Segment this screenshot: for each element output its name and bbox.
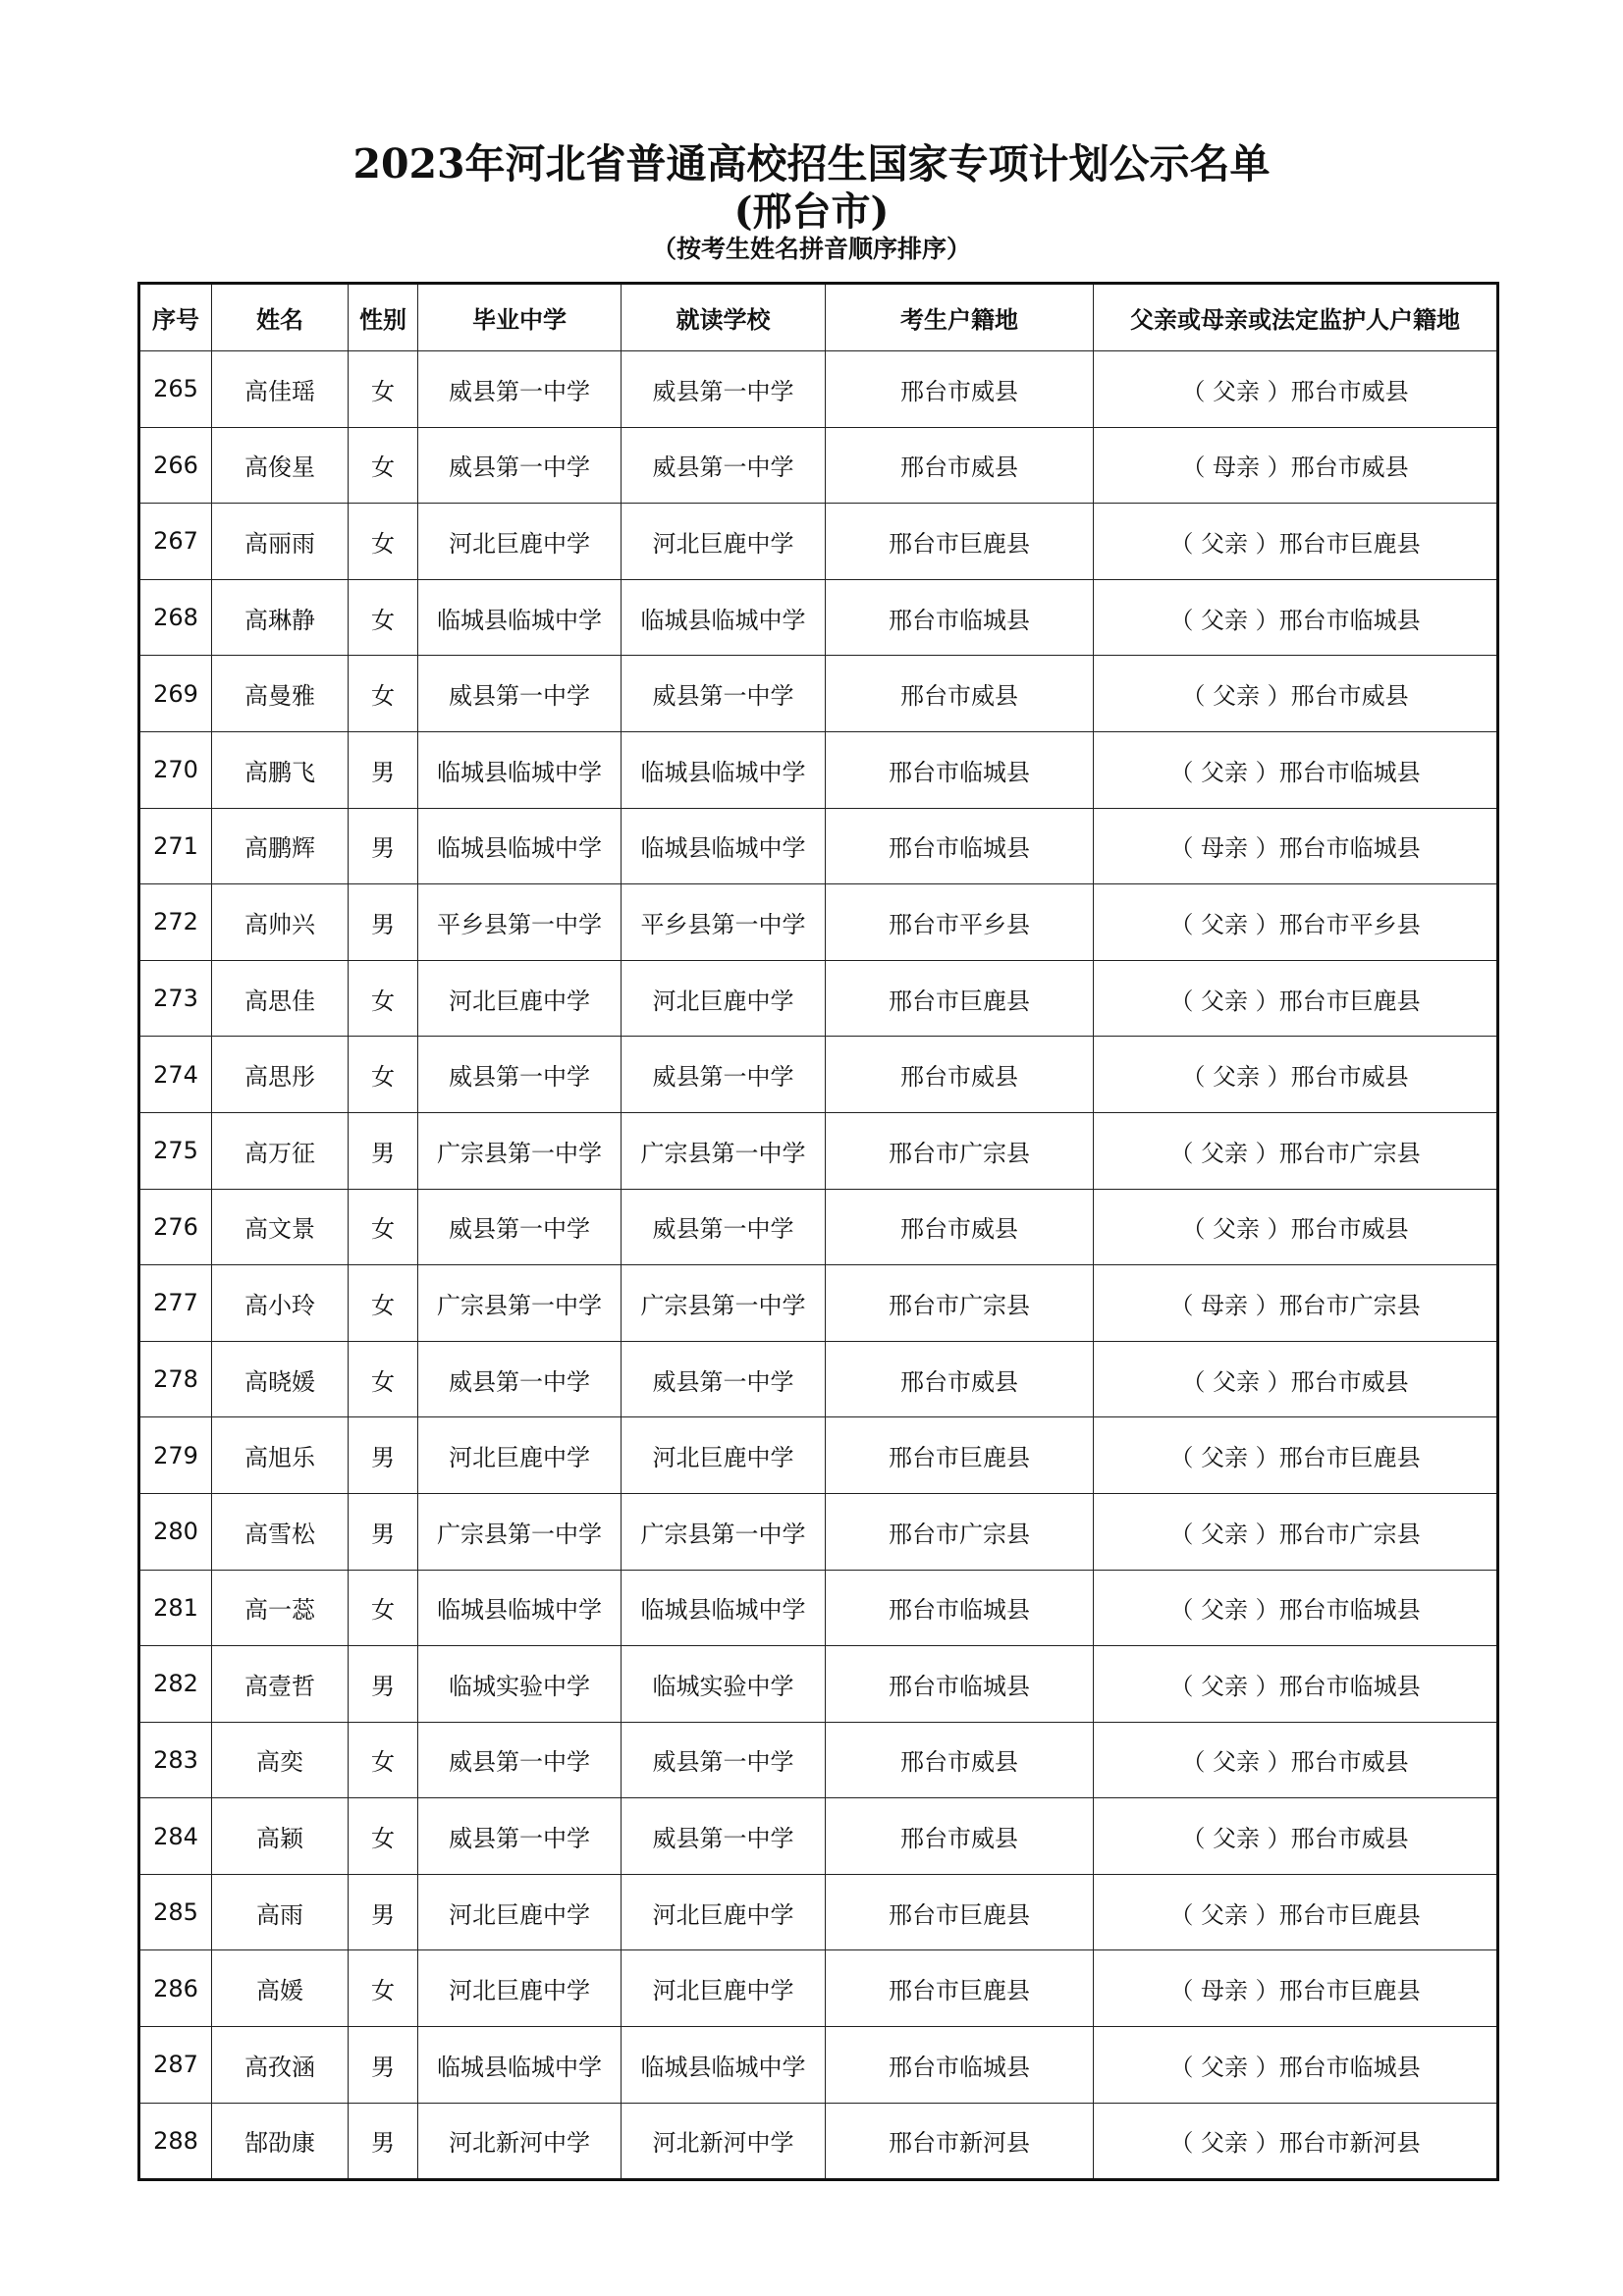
document-title: 2023年河北省普通高校招生国家专项计划公示名单: [352, 140, 1271, 187]
cell-col-student-hukou: 邢台市临城县: [826, 2027, 1094, 2104]
cell-col-current-school: 河北巨鹿中学: [622, 1874, 826, 1950]
cell-col-name: 高奕: [212, 1722, 349, 1798]
document-subtitle: (邢台市): [733, 188, 890, 235]
cell-col-student-hukou: 邢台市临城县: [826, 1646, 1094, 1723]
table-row: [139, 2103, 1498, 2180]
cell-col-current-school: 临城县临城中学: [622, 808, 826, 884]
cell-col-graduate-school: 河北巨鹿中学: [418, 1950, 622, 2027]
table-row: [139, 1950, 1498, 2027]
table-row: [139, 656, 1498, 732]
cell-col-seq: 269: [139, 656, 212, 732]
header-col-gender: 性别: [349, 284, 418, 351]
cell-col-gender: 女: [349, 1798, 418, 1875]
cell-col-student-hukou: 邢台市威县: [826, 427, 1094, 504]
cell-col-graduate-school: 河北巨鹿中学: [418, 1417, 622, 1494]
cell-col-seq: 283: [139, 1722, 212, 1798]
cell-col-graduate-school: 临城县临城中学: [418, 579, 622, 656]
cell-col-guardian-hukou: （ 父亲 ）邢台市巨鹿县: [1094, 504, 1498, 580]
cell-col-name: 高丽雨: [212, 504, 349, 580]
header-col-graduate-school: 毕业中学: [418, 284, 622, 351]
cell-col-gender: 男: [349, 2103, 418, 2180]
sort-note: （按考生姓名拼音顺序排序）: [651, 235, 971, 263]
cell-col-student-hukou: 邢台市新河县: [826, 2103, 1094, 2180]
cell-col-current-school: 临城实验中学: [622, 1646, 826, 1723]
table-row: [139, 884, 1498, 961]
cell-col-student-hukou: 邢台市威县: [826, 656, 1094, 732]
cell-col-guardian-hukou: （ 父亲 ）邢台市平乡县: [1094, 884, 1498, 961]
cell-col-gender: 女: [349, 351, 418, 428]
cell-col-graduate-school: 广宗县第一中学: [418, 1112, 622, 1189]
cell-col-gender: 男: [349, 2027, 418, 2104]
cell-col-seq: 275: [139, 1112, 212, 1189]
cell-col-seq: 278: [139, 1341, 212, 1417]
cell-col-current-school: 临城县临城中学: [622, 1570, 826, 1646]
cell-col-gender: 女: [349, 960, 418, 1037]
cell-col-student-hukou: 邢台市临城县: [826, 731, 1094, 808]
cell-col-graduate-school: 临城县临城中学: [418, 808, 622, 884]
cell-col-name: 高孜涵: [212, 2027, 349, 2104]
cell-col-gender: 女: [349, 1722, 418, 1798]
cell-col-graduate-school: 威县第一中学: [418, 1341, 622, 1417]
header-col-seq: 序号: [139, 284, 212, 351]
cell-col-seq: 268: [139, 579, 212, 656]
cell-col-student-hukou: 邢台市巨鹿县: [826, 960, 1094, 1037]
cell-col-name: 高鹏辉: [212, 808, 349, 884]
cell-col-name: 高旭乐: [212, 1417, 349, 1494]
cell-col-current-school: 河北巨鹿中学: [622, 1417, 826, 1494]
cell-col-seq: 288: [139, 2103, 212, 2180]
cell-col-guardian-hukou: （ 父亲 ）邢台市广宗县: [1094, 1493, 1498, 1570]
cell-col-current-school: 威县第一中学: [622, 427, 826, 504]
cell-col-name: 高晓媛: [212, 1341, 349, 1417]
table-row: [139, 1037, 1498, 1113]
cell-col-seq: 277: [139, 1265, 212, 1342]
cell-col-guardian-hukou: （ 父亲 ）邢台市临城县: [1094, 579, 1498, 656]
cell-col-seq: 273: [139, 960, 212, 1037]
cell-col-name: 高佳瑶: [212, 351, 349, 428]
cell-col-gender: 男: [349, 1493, 418, 1570]
table-row: [139, 1874, 1498, 1950]
table-row: [139, 960, 1498, 1037]
cell-col-current-school: 威县第一中学: [622, 1341, 826, 1417]
cell-col-current-school: 广宗县第一中学: [622, 1112, 826, 1189]
cell-col-current-school: 威县第一中学: [622, 1722, 826, 1798]
cell-col-gender: 女: [349, 1189, 418, 1265]
cell-col-gender: 男: [349, 1112, 418, 1189]
cell-col-student-hukou: 邢台市平乡县: [826, 884, 1094, 961]
cell-col-name: 高壹哲: [212, 1646, 349, 1723]
cell-col-current-school: 河北巨鹿中学: [622, 504, 826, 580]
cell-col-name: 郜劭康: [212, 2103, 349, 2180]
cell-col-guardian-hukou: （ 父亲 ）邢台市临城县: [1094, 731, 1498, 808]
cell-col-guardian-hukou: （ 母亲 ）邢台市巨鹿县: [1094, 1950, 1498, 2027]
cell-col-seq: 285: [139, 1874, 212, 1950]
cell-col-seq: 284: [139, 1798, 212, 1875]
cell-col-name: 高俊星: [212, 427, 349, 504]
cell-col-current-school: 广宗县第一中学: [622, 1265, 826, 1342]
cell-col-name: 高一蕊: [212, 1570, 349, 1646]
cell-col-graduate-school: 威县第一中学: [418, 427, 622, 504]
cell-col-student-hukou: 邢台市巨鹿县: [826, 1874, 1094, 1950]
cell-col-seq: 276: [139, 1189, 212, 1265]
cell-col-gender: 男: [349, 731, 418, 808]
cell-col-gender: 男: [349, 884, 418, 961]
cell-col-current-school: 威县第一中学: [622, 1189, 826, 1265]
cell-col-name: 高小玲: [212, 1265, 349, 1342]
cell-col-student-hukou: 邢台市威县: [826, 1189, 1094, 1265]
cell-col-current-school: 威县第一中学: [622, 656, 826, 732]
table-row: [139, 1570, 1498, 1646]
cell-col-gender: 男: [349, 808, 418, 884]
cell-col-student-hukou: 邢台市巨鹿县: [826, 1950, 1094, 2027]
cell-col-student-hukou: 邢台市威县: [826, 351, 1094, 428]
cell-col-seq: 281: [139, 1570, 212, 1646]
cell-col-current-school: 威县第一中学: [622, 1798, 826, 1875]
cell-col-student-hukou: 邢台市巨鹿县: [826, 1417, 1094, 1494]
table-row: [139, 579, 1498, 656]
header-col-name: 姓名: [212, 284, 349, 351]
cell-col-seq: 270: [139, 731, 212, 808]
table-row: [139, 351, 1498, 428]
cell-col-current-school: 河北新河中学: [622, 2103, 826, 2180]
table-row: [139, 2027, 1498, 2104]
cell-col-seq: 279: [139, 1417, 212, 1494]
table-row: [139, 1798, 1498, 1875]
table-row: [139, 1722, 1498, 1798]
cell-col-student-hukou: 邢台市临城县: [826, 808, 1094, 884]
header-col-current-school: 就读学校: [622, 284, 826, 351]
cell-col-graduate-school: 威县第一中学: [418, 656, 622, 732]
table-row: [139, 1265, 1498, 1342]
student-list-table: [137, 282, 1499, 2181]
cell-col-guardian-hukou: （ 母亲 ）邢台市临城县: [1094, 808, 1498, 884]
table-row: [139, 1189, 1498, 1265]
cell-col-guardian-hukou: （ 父亲 ）邢台市临城县: [1094, 1646, 1498, 1723]
cell-col-guardian-hukou: （ 父亲 ）邢台市临城县: [1094, 1570, 1498, 1646]
cell-col-graduate-school: 河北巨鹿中学: [418, 960, 622, 1037]
table-row: [139, 1417, 1498, 1494]
cell-col-graduate-school: 临城实验中学: [418, 1646, 622, 1723]
cell-col-graduate-school: 威县第一中学: [418, 1189, 622, 1265]
cell-col-graduate-school: 河北巨鹿中学: [418, 1874, 622, 1950]
cell-col-seq: 282: [139, 1646, 212, 1723]
cell-col-gender: 女: [349, 656, 418, 732]
cell-col-current-school: 威县第一中学: [622, 351, 826, 428]
cell-col-graduate-school: 河北新河中学: [418, 2103, 622, 2180]
table-row: [139, 427, 1498, 504]
cell-col-student-hukou: 邢台市巨鹿县: [826, 504, 1094, 580]
cell-col-current-school: 威县第一中学: [622, 1037, 826, 1113]
cell-col-gender: 女: [349, 1950, 418, 2027]
cell-col-gender: 女: [349, 1341, 418, 1417]
cell-col-graduate-school: 威县第一中学: [418, 351, 622, 428]
cell-col-guardian-hukou: （ 父亲 ）邢台市威县: [1094, 1037, 1498, 1113]
cell-col-gender: 女: [349, 1570, 418, 1646]
cell-col-name: 高雪松: [212, 1493, 349, 1570]
cell-col-seq: 280: [139, 1493, 212, 1570]
cell-col-name: 高思彤: [212, 1037, 349, 1113]
cell-col-current-school: 河北巨鹿中学: [622, 1950, 826, 2027]
cell-col-seq: 287: [139, 2027, 212, 2104]
cell-col-gender: 女: [349, 1037, 418, 1113]
cell-col-current-school: 平乡县第一中学: [622, 884, 826, 961]
cell-col-name: 高曼雅: [212, 656, 349, 732]
cell-col-seq: 286: [139, 1950, 212, 2027]
cell-col-name: 高雨: [212, 1874, 349, 1950]
cell-col-gender: 男: [349, 1417, 418, 1494]
cell-col-current-school: 广宗县第一中学: [622, 1493, 826, 1570]
cell-col-guardian-hukou: （ 母亲 ）邢台市广宗县: [1094, 1265, 1498, 1342]
cell-col-student-hukou: 邢台市广宗县: [826, 1493, 1094, 1570]
cell-col-student-hukou: 邢台市威县: [826, 1722, 1094, 1798]
cell-col-guardian-hukou: （ 父亲 ）邢台市广宗县: [1094, 1112, 1498, 1189]
cell-col-guardian-hukou: （ 父亲 ）邢台市新河县: [1094, 2103, 1498, 2180]
cell-col-gender: 女: [349, 427, 418, 504]
cell-col-student-hukou: 邢台市临城县: [826, 579, 1094, 656]
cell-col-student-hukou: 邢台市临城县: [826, 1570, 1094, 1646]
table-header-row: [139, 284, 1498, 351]
cell-col-seq: 266: [139, 427, 212, 504]
cell-col-seq: 267: [139, 504, 212, 580]
cell-col-guardian-hukou: （ 父亲 ）邢台市巨鹿县: [1094, 960, 1498, 1037]
cell-col-name: 高帅兴: [212, 884, 349, 961]
cell-col-gender: 男: [349, 1874, 418, 1950]
cell-col-seq: 271: [139, 808, 212, 884]
cell-col-graduate-school: 平乡县第一中学: [418, 884, 622, 961]
cell-col-seq: 272: [139, 884, 212, 961]
cell-col-current-school: 临城县临城中学: [622, 2027, 826, 2104]
cell-col-name: 高万征: [212, 1112, 349, 1189]
table-body: [139, 351, 1498, 2180]
cell-col-current-school: 临城县临城中学: [622, 579, 826, 656]
cell-col-guardian-hukou: （ 父亲 ）邢台市威县: [1094, 1798, 1498, 1875]
cell-col-guardian-hukou: （ 父亲 ）邢台市威县: [1094, 351, 1498, 428]
cell-col-guardian-hukou: （ 父亲 ）邢台市威县: [1094, 1189, 1498, 1265]
table-row: [139, 504, 1498, 580]
cell-col-student-hukou: 邢台市威县: [826, 1341, 1094, 1417]
cell-col-name: 高颖: [212, 1798, 349, 1875]
cell-col-gender: 女: [349, 579, 418, 656]
table-row: [139, 731, 1498, 808]
cell-col-gender: 男: [349, 1646, 418, 1723]
table-row: [139, 1493, 1498, 1570]
header-col-guardian-hukou: 父亲或母亲或法定监护人户籍地: [1094, 284, 1498, 351]
cell-col-graduate-school: 威县第一中学: [418, 1798, 622, 1875]
cell-col-guardian-hukou: （ 父亲 ）邢台市威县: [1094, 1341, 1498, 1417]
cell-col-name: 高琳静: [212, 579, 349, 656]
cell-col-gender: 女: [349, 504, 418, 580]
table-row: [139, 1112, 1498, 1189]
cell-col-graduate-school: 威县第一中学: [418, 1037, 622, 1113]
cell-col-guardian-hukou: （ 父亲 ）邢台市威县: [1094, 1722, 1498, 1798]
cell-col-student-hukou: 邢台市威县: [826, 1037, 1094, 1113]
cell-col-seq: 274: [139, 1037, 212, 1113]
cell-col-current-school: 河北巨鹿中学: [622, 960, 826, 1037]
cell-col-guardian-hukou: （ 父亲 ）邢台市巨鹿县: [1094, 1874, 1498, 1950]
cell-col-guardian-hukou: （ 母亲 ）邢台市威县: [1094, 427, 1498, 504]
cell-col-graduate-school: 广宗县第一中学: [418, 1493, 622, 1570]
table-row: [139, 1341, 1498, 1417]
cell-col-name: 高文景: [212, 1189, 349, 1265]
cell-col-graduate-school: 广宗县第一中学: [418, 1265, 622, 1342]
cell-col-gender: 女: [349, 1265, 418, 1342]
cell-col-current-school: 临城县临城中学: [622, 731, 826, 808]
cell-col-student-hukou: 邢台市威县: [826, 1798, 1094, 1875]
cell-col-guardian-hukou: （ 父亲 ）邢台市巨鹿县: [1094, 1417, 1498, 1494]
cell-col-seq: 265: [139, 351, 212, 428]
cell-col-guardian-hukou: （ 父亲 ）邢台市威县: [1094, 656, 1498, 732]
cell-col-graduate-school: 临城县临城中学: [418, 731, 622, 808]
cell-col-name: 高鹏飞: [212, 731, 349, 808]
cell-col-graduate-school: 威县第一中学: [418, 1722, 622, 1798]
cell-col-guardian-hukou: （ 父亲 ）邢台市临城县: [1094, 2027, 1498, 2104]
cell-col-graduate-school: 临城县临城中学: [418, 2027, 622, 2104]
header-col-student-hukou: 考生户籍地: [826, 284, 1094, 351]
cell-col-name: 高思佳: [212, 960, 349, 1037]
table-row: [139, 808, 1498, 884]
table-row: [139, 1646, 1498, 1723]
cell-col-graduate-school: 临城县临城中学: [418, 1570, 622, 1646]
cell-col-student-hukou: 邢台市广宗县: [826, 1112, 1094, 1189]
cell-col-graduate-school: 河北巨鹿中学: [418, 504, 622, 580]
cell-col-student-hukou: 邢台市广宗县: [826, 1265, 1094, 1342]
cell-col-name: 高媛: [212, 1950, 349, 2027]
